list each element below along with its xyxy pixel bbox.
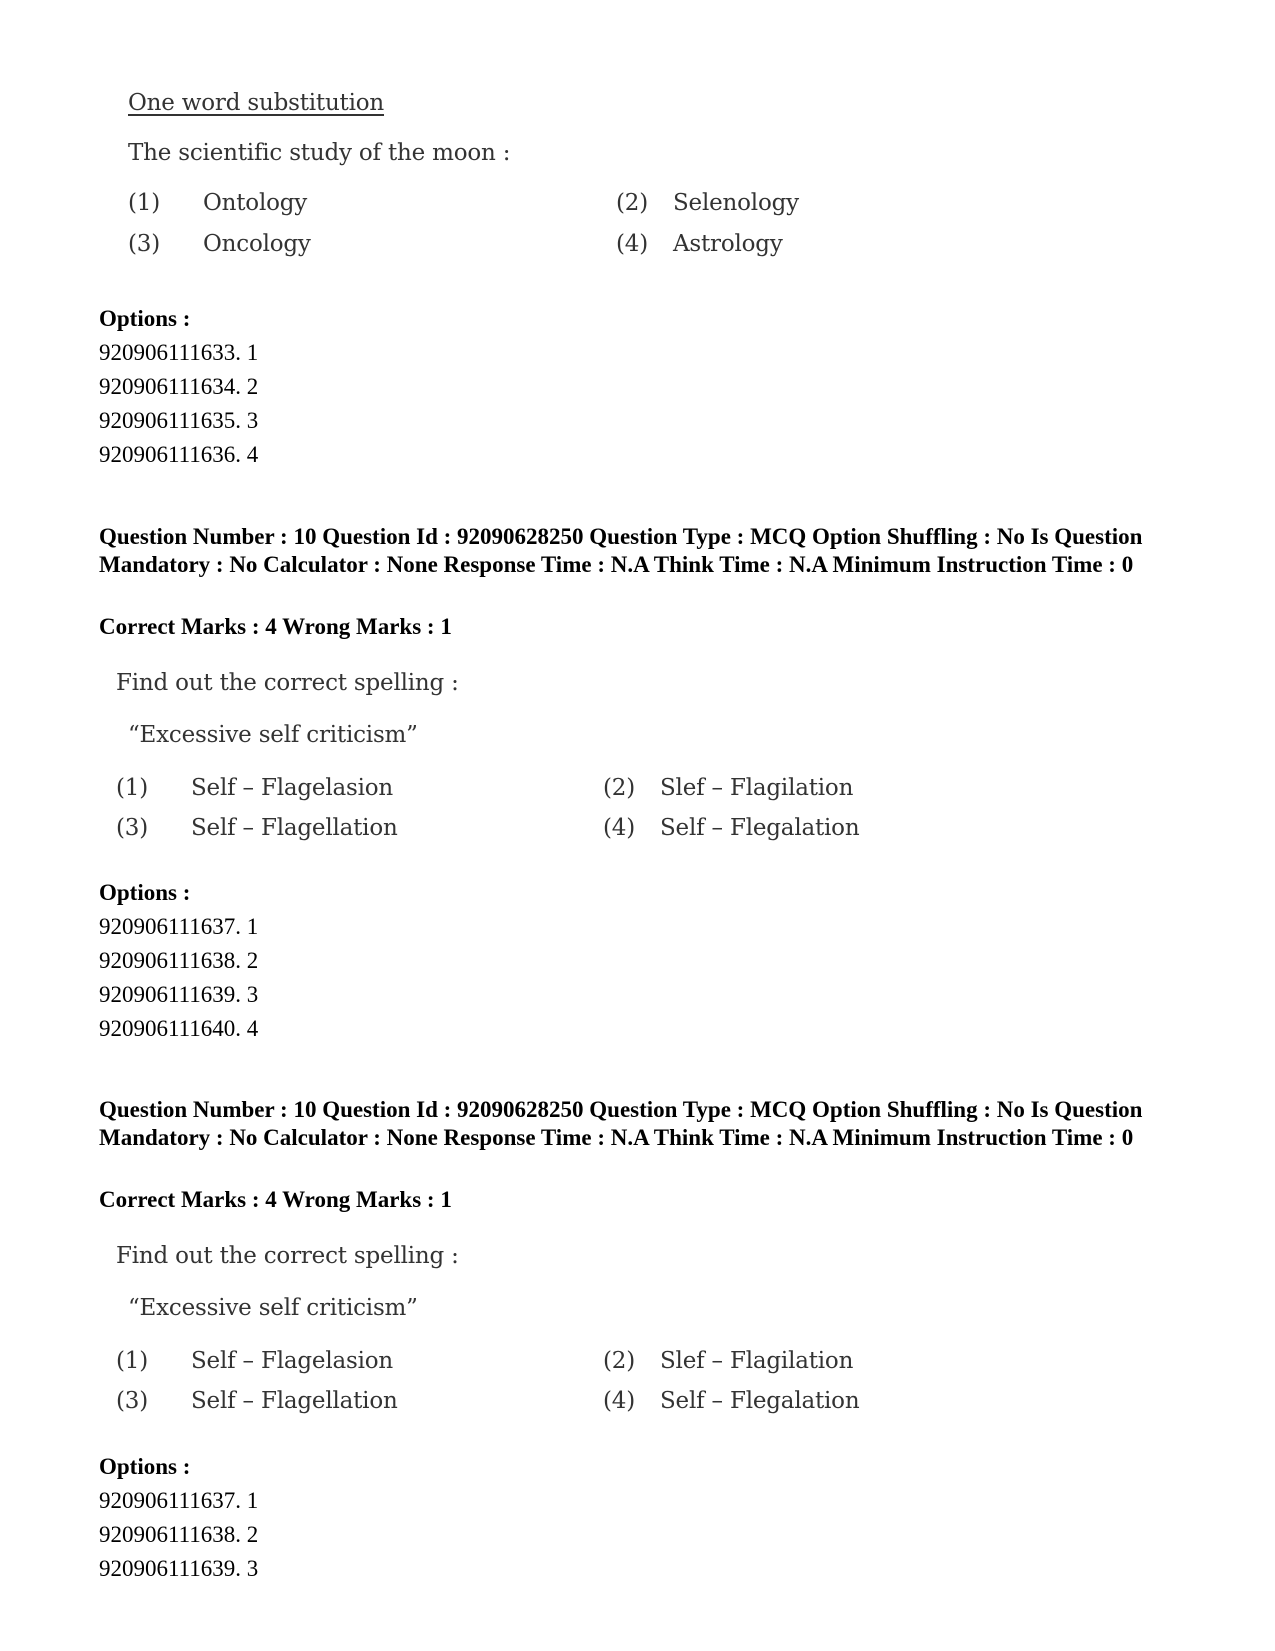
option-id: 920906111637. 1	[99, 1488, 259, 1513]
option-id: 920906111640. 4	[99, 1016, 259, 1041]
option-id: 920906111635. 3	[99, 408, 259, 433]
choice-number: (2)	[603, 775, 635, 801]
choice-number: (2)	[603, 1348, 635, 1374]
option-id: 920906111637. 1	[99, 914, 259, 939]
choice-number: (1)	[116, 1348, 148, 1374]
section-heading: One word substitution	[128, 90, 385, 116]
choice-text: Astrology	[673, 231, 783, 257]
choice-text: Self – Flagellation	[191, 1388, 398, 1414]
question-meta: Question Number : 10 Question Id : 92090628250 Question Type : MCQ Option Shuffling : No Is Question Mandatory : No Calculator : None Response Time : N.A Think Time : N.A Minimum Instruction Time : 0	[99, 1097, 1143, 1150]
choice-number: (4)	[603, 1388, 635, 1414]
option-id: 920906111638. 2	[99, 948, 259, 973]
choice-text: Self – Flagelasion	[191, 1348, 394, 1374]
choice-number: (1)	[116, 775, 148, 801]
choice-text: Self – Flagellation	[191, 815, 398, 841]
choice-text: Ontology	[203, 190, 308, 216]
option-id: 920906111639. 3	[99, 982, 259, 1007]
option-id: 920906111633. 1	[99, 340, 259, 365]
options-label: Options :	[99, 306, 191, 331]
option-id: 920906111634. 2	[99, 374, 259, 399]
choice-number: (4)	[616, 231, 648, 257]
choice-number: (3)	[116, 1388, 148, 1414]
option-id: 920906111638. 2	[99, 1522, 259, 1547]
question-meta: Question Number : 10 Question Id : 92090628250 Question Type : MCQ Option Shuffling : No Is Question Mandatory : No Calculator : None Response Time : N.A Think Time : N.A Minimum Instruction Time : 0	[99, 524, 1143, 577]
options-label: Options :	[99, 880, 191, 905]
choice-text: Slef – Flagilation	[660, 775, 854, 801]
choice-text: Oncology	[203, 231, 311, 257]
question-quote: “Excessive self criticism”	[128, 722, 418, 748]
question-text: Find out the correct spelling :	[116, 670, 459, 696]
choice-text: Self – Flegalation	[660, 1388, 860, 1414]
choice-text: Self – Flagelasion	[191, 775, 394, 801]
choice-number: (3)	[128, 231, 160, 257]
choice-text: Slef – Flagilation	[660, 1348, 854, 1374]
choice-number: (3)	[116, 815, 148, 841]
choice-text: Self – Flegalation	[660, 815, 860, 841]
choice-number: (2)	[616, 190, 648, 216]
question-quote: “Excessive self criticism”	[128, 1295, 418, 1321]
choice-text: Selenology	[673, 190, 799, 216]
choice-number: (1)	[128, 190, 160, 216]
options-label: Options :	[99, 1454, 191, 1479]
marks-info: Correct Marks : 4 Wrong Marks : 1	[99, 1187, 452, 1212]
choice-number: (4)	[603, 815, 635, 841]
question-text: Find out the correct spelling :	[116, 1243, 459, 1269]
option-id: 920906111639. 3	[99, 1556, 259, 1581]
marks-info: Correct Marks : 4 Wrong Marks : 1	[99, 614, 452, 639]
question-text: The scientific study of the moon :	[128, 140, 511, 166]
option-id: 920906111636. 4	[99, 442, 259, 467]
